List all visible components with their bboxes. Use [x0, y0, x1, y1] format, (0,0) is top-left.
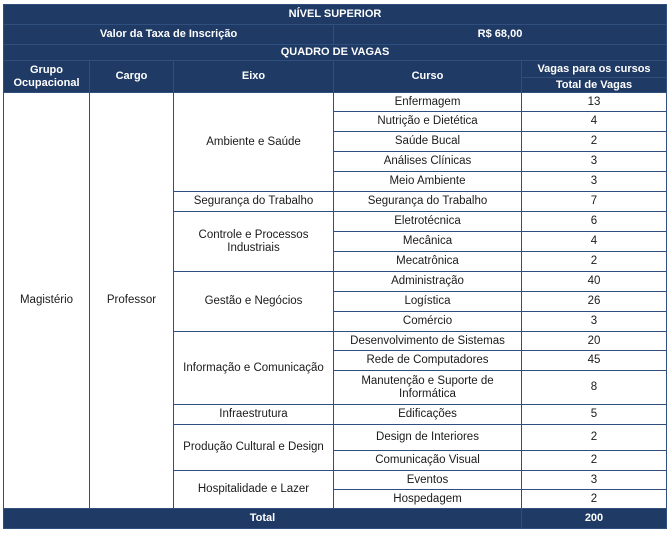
vagas-cell: 4 [522, 232, 667, 252]
total-row [4, 509, 667, 529]
curso-cell: Enfermagem [334, 93, 522, 112]
cargo-cell: Professor [90, 93, 174, 509]
curso-cell: Meio Ambiente [334, 172, 522, 192]
header-curso: Curso [334, 61, 522, 93]
header-total-vagas: Total de Vagas [522, 78, 667, 93]
curso-cell: Rede de Computadores [334, 351, 522, 371]
vagas-cell: 20 [522, 332, 667, 351]
curso-cell: Saúde Bucal [334, 132, 522, 152]
vagas-cell: 3 [522, 312, 667, 332]
eixo-cell: Ambiente e Saúde [174, 93, 334, 192]
curso-cell: Edificações [334, 405, 522, 425]
curso-cell: Comércio [334, 312, 522, 332]
fee-row [4, 25, 667, 45]
eixo-cell: Produção Cultural e Design [174, 425, 334, 471]
curso-cell: Mecatrônica [334, 252, 522, 272]
section-row [4, 45, 667, 61]
grupo-cell: Magistério [4, 93, 90, 509]
vagas-cell: 45 [522, 351, 667, 371]
curso-cell: Eletrotécnica [334, 212, 522, 232]
vagas-cell: 2 [522, 425, 667, 451]
title-row [4, 5, 667, 25]
curso-cell: Design de Interiores [334, 425, 522, 451]
vagas-cell: 40 [522, 272, 667, 292]
eixo-cell: Segurança do Trabalho [174, 192, 334, 212]
curso-cell: Desenvolvimento de Sistemas [334, 332, 522, 351]
vagas-cell: 7 [522, 192, 667, 212]
eixo-cell: Hospitalidade e Lazer [174, 471, 334, 509]
curso-cell: Hospedagem [334, 490, 522, 509]
vagas-cell: 2 [522, 132, 667, 152]
vagas-cell: 4 [522, 112, 667, 132]
eixo-cell: Informação e Comunicação [174, 332, 334, 405]
fee-value: R$ 68,00 [334, 25, 667, 45]
curso-cell: Nutrição e Dietética [334, 112, 522, 132]
page-title: NÍVEL SUPERIOR [4, 5, 667, 25]
vagas-cell: 8 [522, 371, 667, 405]
curso-cell: Administração [334, 272, 522, 292]
fee-label: Valor da Taxa de Inscrição [4, 25, 334, 45]
curso-cell: Manutenção e Suporte de Informática [334, 371, 522, 405]
header-cargo: Cargo [90, 61, 174, 93]
curso-cell: Eventos [334, 471, 522, 490]
table-row [4, 93, 667, 112]
curso-cell: Análises Clínicas [334, 152, 522, 172]
curso-cell: Logística [334, 292, 522, 312]
vagas-cell: 3 [522, 172, 667, 192]
curso-cell: Segurança do Trabalho [334, 192, 522, 212]
section-title: QUADRO DE VAGAS [4, 45, 667, 61]
vagas-cell: 2 [522, 490, 667, 509]
vagas-cell: 13 [522, 93, 667, 112]
header-vagas: Vagas para os cursos [522, 61, 667, 78]
eixo-cell: Gestão e Negócios [174, 272, 334, 332]
vagas-cell: 3 [522, 471, 667, 490]
header-eixo: Eixo [174, 61, 334, 93]
eixo-cell: Infraestrutura [174, 405, 334, 425]
total-label: Total [4, 509, 522, 529]
vagas-cell: 6 [522, 212, 667, 232]
vagas-table [3, 4, 667, 529]
curso-cell: Mecânica [334, 232, 522, 252]
total-value: 200 [522, 509, 667, 529]
vagas-cell: 3 [522, 152, 667, 172]
vagas-cell: 26 [522, 292, 667, 312]
header-grupo: Grupo Ocupacional [4, 61, 90, 93]
vagas-cell: 2 [522, 451, 667, 471]
column-header-row [4, 61, 667, 78]
eixo-cell: Controle e Processos Industriais [174, 212, 334, 272]
vagas-cell: 2 [522, 252, 667, 272]
curso-cell: Comunicação Visual [334, 451, 522, 471]
vagas-cell: 5 [522, 405, 667, 425]
